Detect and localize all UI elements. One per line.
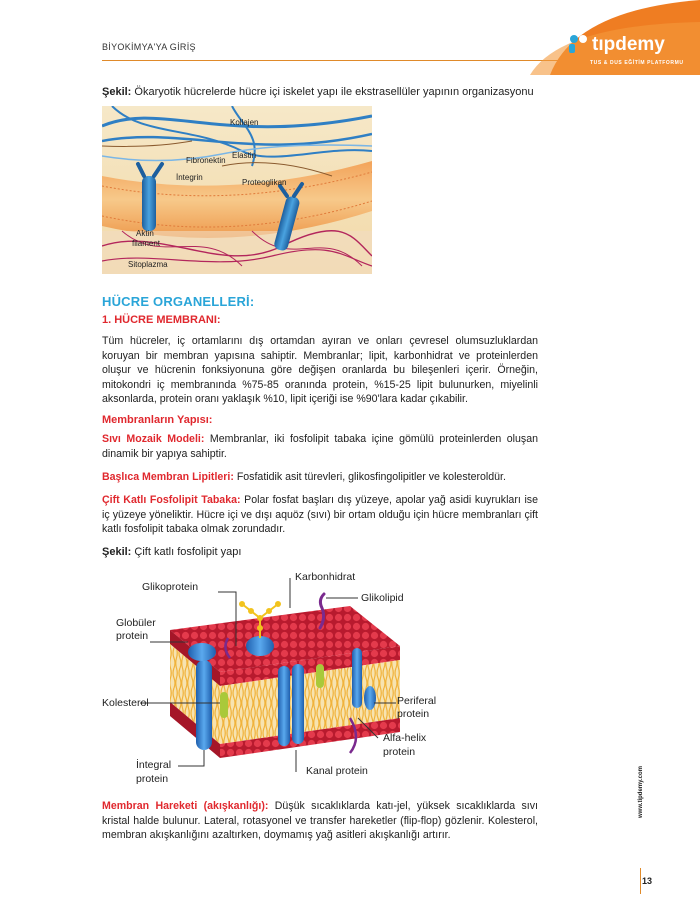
label-glikolipid: Glikolipid — [361, 592, 404, 604]
label-aktin: Aktin — [136, 229, 154, 238]
label-glikoprotein: Glikoprotein — [142, 581, 199, 593]
label-integral-1: İntegral — [136, 759, 172, 771]
label-integrin: İntegrin — [176, 173, 203, 182]
movement-paragraph — [102, 799, 538, 843]
figure1-caption-text: Ökaryotik hücrelerde hücre içi iskelet yapı ile ekstrasellüler yapının organizasyonu — [131, 86, 534, 98]
brand-tagline: TUS & DUS EĞİTİM PLATFORMU — [590, 60, 684, 66]
label-fibronektin: Fibronektin — [186, 156, 226, 165]
lipids-text: Fosfatidik asit türevleri, glikosfingolipitler ve kolesteroldür. — [233, 471, 506, 483]
lipids-label: Başlıca Membran Lipitleri: — [102, 471, 234, 483]
label-periferal-1: Periferal — [397, 695, 437, 707]
brand-mark-icon — [566, 30, 676, 56]
brand-logo — [566, 30, 676, 56]
section-title: HÜCRE ORGANELLERİ: — [102, 294, 255, 309]
footer-rule — [640, 868, 641, 894]
label-karbonhidrat: Karbonhidrat — [295, 571, 356, 583]
movement-text: Düşük sıcaklıklarda katı-jel, yüksek sıcaklıklarda sıvı kristal halde bulunur. Lateral, rotasyonel ve transfer hareketler (flip-flop) gözlenir. Kolesterol, membran akışkanlığını azaltırken, doymamış yağ asitleri akışkanlığı artırır. — [102, 800, 538, 842]
mosaic-label: Sıvı Mozaik Modeli: — [102, 433, 205, 445]
label-alfa-helix-2: protein — [383, 746, 416, 758]
movement-label: Membran Hareketi (akışkanlığı): — [102, 800, 269, 812]
label-alfa-helix-1: Alfa-helix — [383, 732, 427, 744]
figure1-caption-label: Şekil: — [102, 86, 132, 98]
figure2-caption-label: Şekil: — [102, 546, 132, 558]
page-number: 13 — [642, 876, 653, 886]
structure-heading: Membranların Yapısı: — [102, 414, 213, 426]
bilayer-label: Çift Katlı Fosfolipit Tabaka: — [102, 494, 241, 506]
brand-name: tıpdemy — [592, 34, 665, 55]
bilayer-paragraph — [102, 493, 538, 537]
figure1-caption — [102, 86, 534, 98]
label-globuler-1: Globüler — [116, 617, 156, 629]
label-periferal-2: protein — [397, 708, 430, 720]
label-kollajen: Kollajen — [230, 118, 259, 127]
lipids-paragraph — [102, 470, 538, 485]
mosaic-paragraph — [102, 432, 538, 461]
figure2-caption-text: Çift katlı fosfolipit yapı — [131, 546, 242, 558]
intro-paragraph: Tüm hücreler, iç ortamlarını dış ortamdan ayıran ve onları çevresel olumsuzluklardan koruyan bir membran yapısına sahiptir. Membranlar; lipit, karbonhidrat ve proteinlerden oluşur ve hücrenin fonksiyonuna göre değişen oranlarda bu bileşenleri içerir. Örneğin, mitokondri iç membranında %75-85 oranında protein, %15-25 lipit bulunurken, miyelinli aksonlarda, protein oranı yaklaşık %10, lipit içeriği ise %90'lara kadar çıkabilir. — [102, 335, 538, 406]
label-elastin: Elastin — [232, 151, 257, 160]
bilayer-text: Polar fosfat başları dış yüzeye, apolar yağ asidi kuyrukları ise iç yüzeye yöneliktir. Hücre içi ve dışı aquöz (sıvı) bir ortam olduğu için hücre membranları çift katlı fosfolipit tabaka olmak zorundadır. — [102, 494, 538, 536]
side-website-url: www.tipdemy.com — [638, 765, 644, 818]
label-filament: filament — [132, 239, 161, 248]
mosaic-text: Membranlar, iki fosfolipit tabaka içine gömülü proteinlerden oluşan dinamik bir yapıya sahiptir. — [102, 433, 539, 460]
label-kanal-protein: Kanal protein — [306, 765, 368, 777]
label-integral-2: protein — [136, 773, 169, 785]
label-kolesterol: Kolesterol — [102, 697, 149, 709]
label-sitoplazma: Sitoplazma — [128, 260, 168, 269]
label-proteoglikan: Proteoglikan — [242, 178, 287, 187]
label-globuler-2: protein — [116, 630, 149, 642]
figure2-caption — [102, 546, 241, 558]
section-subtitle: 1. HÜCRE MEMBRANI: — [102, 314, 221, 326]
running-header: BİYOKİMYA'YA GİRİŞ — [102, 42, 196, 52]
